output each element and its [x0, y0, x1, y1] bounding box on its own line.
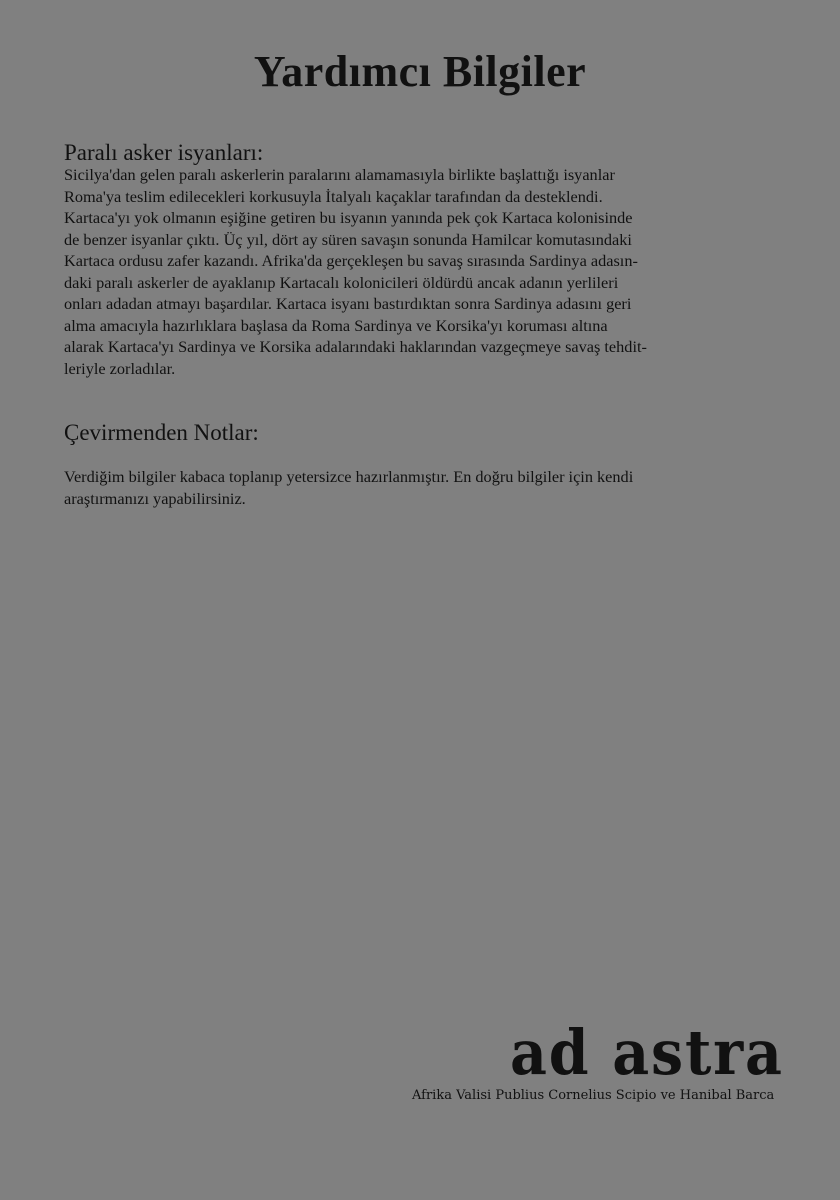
text-line: de benzer isyanlar çıktı. Üç yıl, dört ay süren savaşın sonunda Hamilcar komutasındaki	[64, 229, 632, 249]
text-line: alarak Kartaca'yı Sardinya ve Korsika adalarındaki haklarından vazgeçmeye savaş tehdit-	[64, 337, 647, 356]
ad-astra-logo: ad astra	[510, 1016, 784, 1089]
text-line: araştırmanızı yapabilirsiniz.	[64, 488, 246, 508]
text-line: onları adadan atmayı başardılar. Kartaca isyanı bastırdıktan sonra Sardinya adasını geri	[64, 294, 632, 313]
page-title: Yardımcı Bilgiler	[253, 47, 587, 96]
text-line: Kartaca ordusu zafer kazandı. Afrika'da gerçekleşen bu savaş sırasında Sardinya adasın-	[64, 251, 638, 270]
text-line: leriyle zorladılar.	[64, 358, 176, 378]
section-body-translator-notes	[64, 466, 784, 509]
text-line: alma amacıyla hazırlıklara başlasa da Roma Sardinya ve Korsika'yı koruması altına	[64, 315, 608, 335]
logo-subtitle: Afrika Valisi Publius Cornelius Scipio ve Hanibal Barca	[412, 1088, 775, 1103]
text-line: Kartaca'yı yok olmanın eşiğine getiren bu isyanın yanında pek çok Kartaca kolonisinde	[64, 208, 633, 227]
text-line: daki paralı askerler de ayaklanıp Kartacalı kolonicileri öldürdü ancak adanın yerlileri	[64, 272, 619, 292]
text-line: Sicilya'dan gelen paralı askerlerin paralarını alamamasıyla birlikte başlattığı isyanlar	[64, 165, 615, 184]
text-line: Roma'ya teslim edilecekleri korkusuyla İtalyalı kaçaklar tarafından da desteklendi.	[64, 186, 603, 206]
section-heading-mercenary-revolts: Paralı asker isyanları:	[64, 140, 264, 165]
section-heading-translator-notes: Çevirmenden Notlar:	[64, 420, 259, 445]
section-body-mercenary-revolts	[64, 164, 784, 379]
text-line: Verdiğim bilgiler kabaca toplanıp yetersizce hazırlanmıştır. En doğru bilgiler için kendi	[64, 467, 634, 486]
